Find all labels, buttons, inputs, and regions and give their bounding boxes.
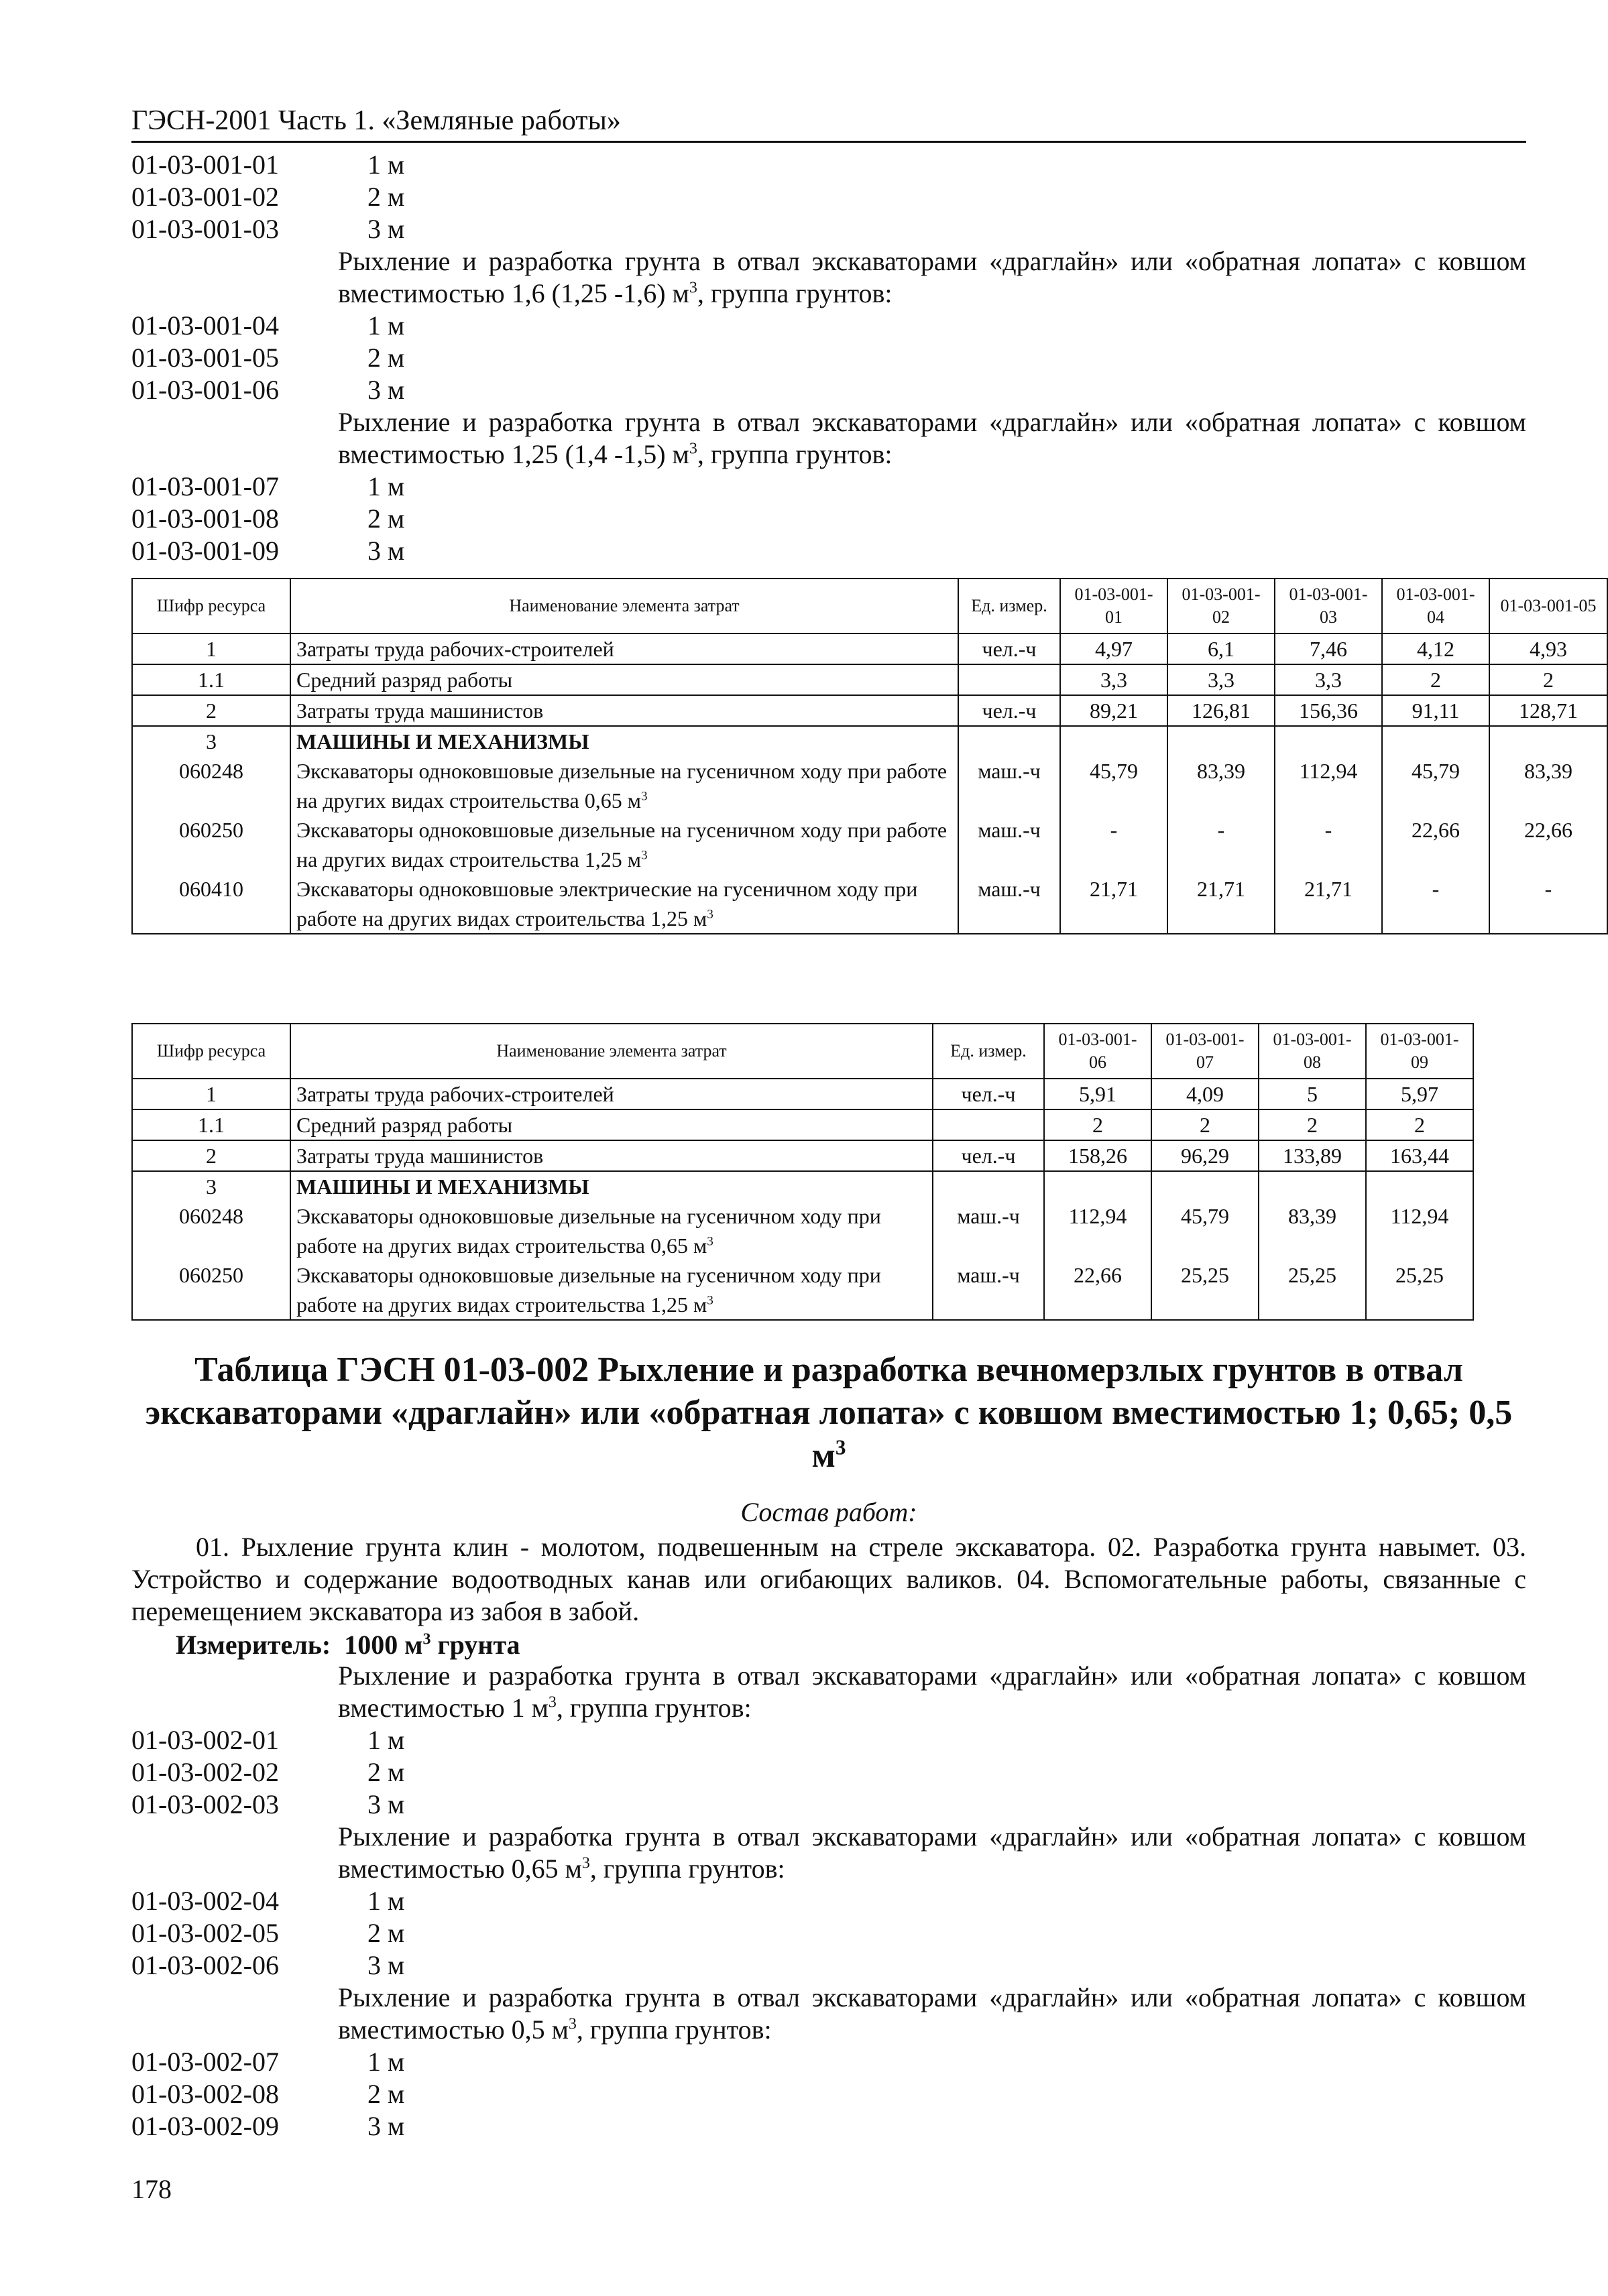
value-cell: 2 <box>1366 1109 1473 1140</box>
soil-group: 2 м <box>367 1918 405 1948</box>
header-norm-code: 01-03-001-09 <box>1366 1024 1473 1079</box>
value-cell: 89,21 <box>1060 695 1167 726</box>
code-number: 01-03-002-03 <box>131 1789 279 1819</box>
element-name: Экскаваторы одноковшовые дизельные на гусеничном ходу при работе на других видах строительства 0,65 $м^3$ <box>290 756 958 815</box>
value-cell: 163,44 <box>1366 1140 1473 1171</box>
resource-table-2 <box>131 1023 1474 1321</box>
measure-unit: Измеритель: 1000 $м^3$ грунта <box>176 1630 520 1660</box>
value-cell: 25,25 <box>1259 1260 1366 1320</box>
value-cell <box>1151 1171 1259 1201</box>
header-element-name: Наименование элемента затрат <box>290 579 958 633</box>
element-name: Затраты труда машинистов <box>290 695 958 726</box>
code-number: 01-03-001-04 <box>131 310 279 341</box>
page-number: 178 <box>131 2174 172 2204</box>
value-cell <box>1167 726 1275 756</box>
value-cell: 128,71 <box>1489 695 1607 726</box>
value-cell: 2 <box>1382 664 1489 695</box>
soil-group: 1 м <box>367 2047 405 2077</box>
codes-group-c <box>131 471 1526 567</box>
table-row <box>132 815 1607 874</box>
code-row <box>131 181 1526 213</box>
soil-group: 3 м <box>367 1789 405 1819</box>
table-row <box>132 1079 1473 1109</box>
soil-group: 1 м <box>367 149 405 180</box>
value-cell: - <box>1382 874 1489 934</box>
value-cell: 6,1 <box>1167 633 1275 664</box>
value-cell: - <box>1167 815 1275 874</box>
header-norm-code: 01-03-001-06 <box>1044 1024 1151 1079</box>
value-cell: - <box>1275 815 1382 874</box>
code-number: 01-03-002-05 <box>131 1918 279 1948</box>
header-element-name: Наименование элемента затрат <box>290 1024 933 1079</box>
unit-cell: маш.-ч <box>933 1201 1044 1260</box>
code-row <box>131 342 1526 374</box>
resource-table-1 <box>131 578 1608 934</box>
code-number: 01-03-001-01 <box>131 149 279 180</box>
code-number: 01-03-001-08 <box>131 503 279 534</box>
header-norm-code: 01-03-001-01 <box>1060 579 1167 633</box>
value-cell: - <box>1489 874 1607 934</box>
resource-code: 1.1 <box>132 664 290 695</box>
header-norm-code: 01-03-001-02 <box>1167 579 1275 633</box>
resource-code: 3 <box>132 726 290 756</box>
unit-cell: чел.-ч <box>933 1140 1044 1171</box>
codes-group-f <box>131 2046 1526 2142</box>
value-cell: 21,71 <box>1060 874 1167 934</box>
value-cell: 133,89 <box>1259 1140 1366 1171</box>
codes-group-e <box>131 1885 1526 1982</box>
unit-cell <box>933 1171 1044 1201</box>
table-row <box>132 726 1607 756</box>
code-row <box>131 2046 1526 2078</box>
value-cell <box>1366 1171 1473 1201</box>
code-number: 01-03-002-01 <box>131 1725 279 1755</box>
unit-cell <box>933 1109 1044 1140</box>
codes-group-d <box>131 1724 1526 1821</box>
codes-group-b <box>131 310 1526 406</box>
soil-group: 3 м <box>367 536 405 566</box>
element-name: Затраты труда рабочих-строителей <box>290 633 958 664</box>
value-cell: - <box>1060 815 1167 874</box>
resource-code: 060248 <box>132 1201 290 1260</box>
soil-group: 2 м <box>367 182 405 212</box>
value-cell: 21,71 <box>1167 874 1275 934</box>
element-name: Средний разряд работы <box>290 1109 933 1140</box>
unit-cell <box>958 726 1060 756</box>
header-unit: Ед. измер. <box>958 579 1060 633</box>
value-cell: 83,39 <box>1167 756 1275 815</box>
value-cell: 22,66 <box>1382 815 1489 874</box>
soil-group: 2 м <box>367 503 405 534</box>
value-cell: 4,93 <box>1489 633 1607 664</box>
element-name: Затраты труда рабочих-строителей <box>290 1079 933 1109</box>
code-row <box>131 1756 1526 1789</box>
code-number: 01-03-001-09 <box>131 536 279 566</box>
value-cell: 2 <box>1489 664 1607 695</box>
unit-cell: маш.-ч <box>958 756 1060 815</box>
table-row <box>132 1109 1473 1140</box>
value-cell: 5 <box>1259 1079 1366 1109</box>
codes-group-a <box>131 149 1526 245</box>
unit-cell: чел.-ч <box>958 695 1060 726</box>
code-number: 01-03-001-02 <box>131 182 279 212</box>
value-cell: 45,79 <box>1382 756 1489 815</box>
code-number: 01-03-002-04 <box>131 1886 279 1916</box>
value-cell: 126,81 <box>1167 695 1275 726</box>
unit-cell: маш.-ч <box>958 815 1060 874</box>
resource-code: 060250 <box>132 815 290 874</box>
resource-code: 2 <box>132 695 290 726</box>
element-name: МАШИНЫ И МЕХАНИЗМЫ <box>290 1171 933 1201</box>
code-list-bottom <box>131 1660 1526 2142</box>
table-row <box>132 756 1607 815</box>
value-cell: 5,97 <box>1366 1079 1473 1109</box>
header-norm-code: 01-03-001-05 <box>1489 579 1607 633</box>
value-cell: 25,25 <box>1151 1260 1259 1320</box>
soil-group: 2 м <box>367 2079 405 2109</box>
code-row <box>131 213 1526 245</box>
code-row <box>131 1724 1526 1756</box>
table-row <box>132 1201 1473 1260</box>
value-cell: 25,25 <box>1366 1260 1473 1320</box>
code-number: 01-03-002-07 <box>131 2047 279 2077</box>
value-cell: 83,39 <box>1489 756 1607 815</box>
code-row <box>131 2110 1526 2142</box>
value-cell <box>1060 726 1167 756</box>
resource-code: 2 <box>132 1140 290 1171</box>
description-05: Рыхление и разработка грунта в отвал экскаваторами «драглайн» или «обратная лопата» с ковшом вместимостью 0,5 $м^3$, группа грунтов: <box>338 1982 1526 2045</box>
resource-code: 060250 <box>132 1260 290 1320</box>
value-cell: 3,3 <box>1060 664 1167 695</box>
value-cell: 7,46 <box>1275 633 1382 664</box>
header-resource-code: Шифр ресурса <box>132 1024 290 1079</box>
value-cell: 2 <box>1044 1109 1151 1140</box>
soil-group: 3 м <box>367 375 405 405</box>
value-cell: 22,66 <box>1489 815 1607 874</box>
code-list-top <box>131 149 1526 567</box>
value-cell: 83,39 <box>1259 1201 1366 1260</box>
works-description: 01. Рыхление грунта клин - молотом, подвешенным на стреле экскаватора. 02. Разработка грунта навымет. 03. Устройство и содержание водоотводных канав или огибающих валиков. 04. Вспомогательные работы, связанные с перемещением экскаватора из забоя в забой. <box>131 1532 1526 1626</box>
code-number: 01-03-001-07 <box>131 471 279 501</box>
element-name: Экскаваторы одноковшовые электрические на гусеничном ходу при работе на других видах строительства 1,25 $м^3$ <box>290 874 958 934</box>
table-row <box>132 664 1607 695</box>
code-number: 01-03-002-08 <box>131 2079 279 2109</box>
running-header: ГЭСН-2001 Часть 1. «Земляные работы» <box>131 102 1526 143</box>
value-cell: 5,91 <box>1044 1079 1151 1109</box>
table-row <box>132 874 1607 934</box>
code-row <box>131 503 1526 535</box>
value-cell: 158,26 <box>1044 1140 1151 1171</box>
code-number: 01-03-002-09 <box>131 2111 279 2141</box>
soil-group: 1 м <box>367 1886 405 1916</box>
value-cell: 4,97 <box>1060 633 1167 664</box>
code-row <box>131 149 1526 181</box>
section-title: Таблица ГЭСН 01-03-002 Рыхление и разработка вечномерзлых грунтов в отвал экскаваторами «драглайн» или «обратная лопата» с ковшом вместимостью 1; 0,65; 0,5 $м^3$ <box>145 1351 1513 1475</box>
code-row <box>131 310 1526 342</box>
value-cell <box>1382 726 1489 756</box>
value-cell: 22,66 <box>1044 1260 1151 1320</box>
code-row <box>131 374 1526 406</box>
works-heading: Состав работ: <box>740 1497 917 1527</box>
element-name: Затраты труда машинистов <box>290 1140 933 1171</box>
value-cell: 91,11 <box>1382 695 1489 726</box>
value-cell: 96,29 <box>1151 1140 1259 1171</box>
value-cell: 21,71 <box>1275 874 1382 934</box>
header-norm-code: 01-03-001-04 <box>1382 579 1489 633</box>
unit-cell: чел.-ч <box>958 633 1060 664</box>
value-cell: 3,3 <box>1167 664 1275 695</box>
header-resource-code: Шифр ресурса <box>132 579 290 633</box>
code-number: 01-03-002-02 <box>131 1757 279 1787</box>
value-cell <box>1275 726 1382 756</box>
code-number: 01-03-001-06 <box>131 375 279 405</box>
value-cell: 4,12 <box>1382 633 1489 664</box>
soil-group: 3 м <box>367 2111 405 2141</box>
code-row <box>131 1949 1526 1982</box>
value-cell: 112,94 <box>1366 1201 1473 1260</box>
value-cell: 3,3 <box>1275 664 1382 695</box>
resource-code: 060410 <box>132 874 290 934</box>
table-row <box>132 1171 1473 1201</box>
unit-cell: маш.-ч <box>958 874 1060 934</box>
soil-group: 1 м <box>367 310 405 341</box>
element-name: Экскаваторы одноковшовые дизельные на гусеничном ходу при работе на других видах строительства 1,25 $м^3$ <box>290 1260 933 1320</box>
soil-group: 1 м <box>367 1725 405 1755</box>
element-name: Экскаваторы одноковшовые дизельные на гусеничном ходу при работе на других видах строительства 1,25 $м^3$ <box>290 815 958 874</box>
unit-cell: маш.-ч <box>933 1260 1044 1320</box>
value-cell <box>1044 1171 1151 1201</box>
code-row <box>131 1789 1526 1821</box>
value-cell <box>1259 1171 1366 1201</box>
code-row <box>131 535 1526 567</box>
header-norm-code: 01-03-001-03 <box>1275 579 1382 633</box>
header-unit: Ед. измер. <box>933 1024 1044 1079</box>
element-name: Средний разряд работы <box>290 664 958 695</box>
resource-code: 1.1 <box>132 1109 290 1140</box>
description-065: Рыхление и разработка грунта в отвал экскаваторами «драглайн» или «обратная лопата» с ковшом вместимостью 0,65 $м^3$, группа грунтов: <box>338 1821 1526 1884</box>
value-cell: 45,79 <box>1151 1201 1259 1260</box>
table-row <box>132 1140 1473 1171</box>
code-row <box>131 1885 1526 1917</box>
element-name: МАШИНЫ И МЕХАНИЗМЫ <box>290 726 958 756</box>
resource-code: 060248 <box>132 756 290 815</box>
soil-group: 3 м <box>367 1950 405 1980</box>
unit-cell: чел.-ч <box>933 1079 1044 1109</box>
value-cell: 2 <box>1151 1109 1259 1140</box>
code-number: 01-03-001-05 <box>131 343 279 373</box>
soil-group: 3 м <box>367 214 405 244</box>
table-row <box>132 633 1607 664</box>
value-cell <box>1489 726 1607 756</box>
value-cell: 2 <box>1259 1109 1366 1140</box>
soil-group: 2 м <box>367 1757 405 1787</box>
value-cell: 45,79 <box>1060 756 1167 815</box>
code-row <box>131 2078 1526 2110</box>
resource-code: 1 <box>132 1079 290 1109</box>
header-norm-code: 01-03-001-08 <box>1259 1024 1366 1079</box>
header-norm-code: 01-03-001-07 <box>1151 1024 1259 1079</box>
description-1: Рыхление и разработка грунта в отвал экскаваторами «драглайн» или «обратная лопата» с ковшом вместимостью 1 $м^3$, группа грунтов: <box>338 1660 1526 1723</box>
resource-code: 3 <box>132 1171 290 1201</box>
value-cell: 112,94 <box>1044 1201 1151 1260</box>
table-row <box>132 1260 1473 1320</box>
code-row <box>131 1917 1526 1949</box>
resource-code: 1 <box>132 633 290 664</box>
table-row <box>132 695 1607 726</box>
element-name: Экскаваторы одноковшовые дизельные на гусеничном ходу при работе на других видах строительства 0,65 $м^3$ <box>290 1201 933 1260</box>
value-cell: 112,94 <box>1275 756 1382 815</box>
description-125: Рыхление и разработка грунта в отвал экскаваторами «драглайн» или «обратная лопата» с ковшом вместимостью 1,25 (1,4 -1,5) $м^3$, группа грунтов: <box>338 407 1526 469</box>
code-number: 01-03-002-06 <box>131 1950 279 1980</box>
unit-cell <box>958 664 1060 695</box>
code-row <box>131 471 1526 503</box>
description-16: Рыхление и разработка грунта в отвал экскаваторами «драглайн» или «обратная лопата» с ковшом вместимостью 1,6 (1,25 -1,6) $м^3$, группа грунтов: <box>338 246 1526 308</box>
value-cell: 156,36 <box>1275 695 1382 726</box>
soil-group: 1 м <box>367 471 405 501</box>
soil-group: 2 м <box>367 343 405 373</box>
value-cell: 4,09 <box>1151 1079 1259 1109</box>
code-number: 01-03-001-03 <box>131 214 279 244</box>
